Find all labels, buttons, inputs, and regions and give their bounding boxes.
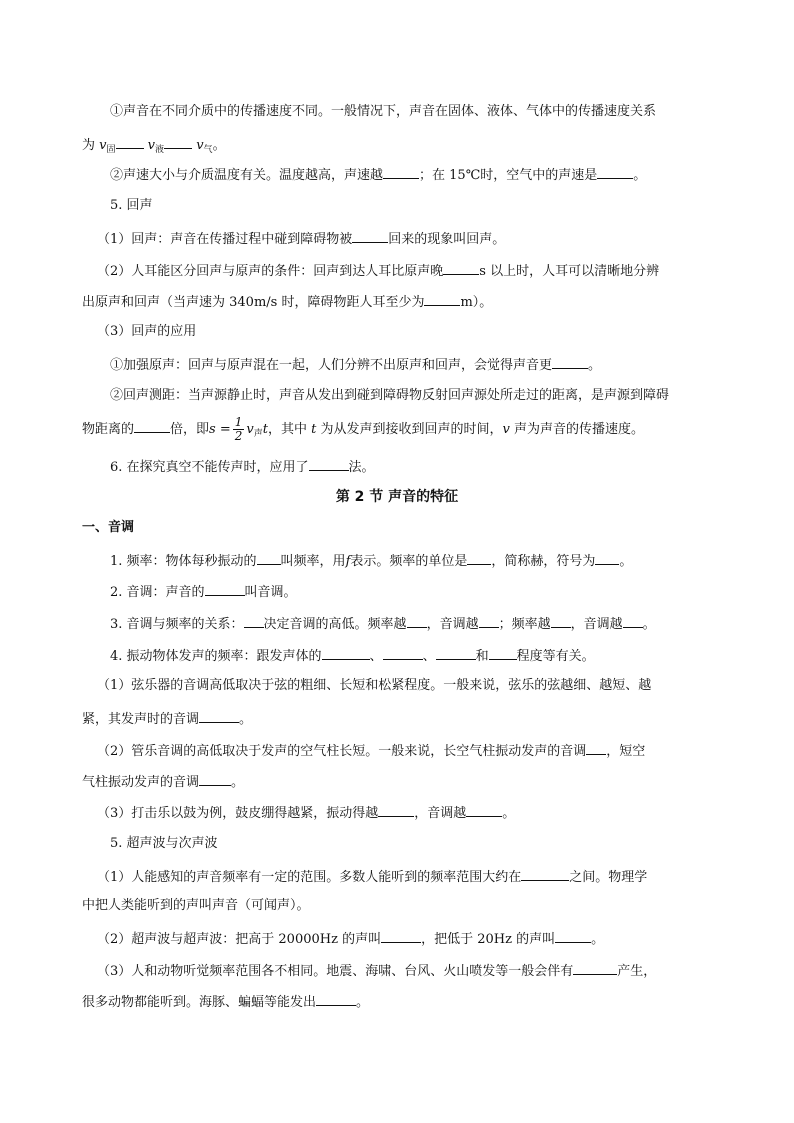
- text: 中把人类能听到的声叫声音（可闻声）。: [82, 898, 310, 913]
- blank[interactable]: [381, 928, 421, 943]
- text: ②声速大小与介质温度有关。温度越高，声速越: [110, 168, 384, 183]
- formula-v-subscript: 声: [253, 429, 263, 439]
- vibration-frequency-line: [110, 645, 740, 667]
- blank[interactable]: [552, 354, 588, 369]
- text: 法。: [348, 460, 375, 475]
- section-title: 第 2 节 声音的特征: [335, 489, 459, 505]
- text: 、: [422, 649, 436, 664]
- text: 为: [82, 138, 96, 153]
- text: 一、音调: [82, 520, 135, 535]
- text: ，把低于 20Hz 的声叫: [421, 932, 556, 947]
- text: （3）人和动物听觉频率范围各不相同。地震、海啸、台风、火山喷发等一般会伴有: [97, 964, 574, 979]
- text: s 以上时，人耳可以清晰地分辨: [479, 264, 660, 279]
- blank[interactable]: [116, 134, 144, 149]
- formula-t: t: [262, 422, 268, 437]
- text: 声为声音的传播速度。: [514, 422, 645, 437]
- blank[interactable]: [521, 866, 569, 881]
- text: 紧，其发声时的音调: [82, 712, 200, 727]
- section-heading-echo: [110, 196, 740, 216]
- text: ，其中: [268, 422, 308, 437]
- blank[interactable]: [205, 581, 245, 596]
- blank[interactable]: [467, 550, 491, 565]
- blank[interactable]: [257, 550, 281, 565]
- echo-condition-line: [97, 260, 727, 282]
- text: （1）弦乐器的音调高低取决于弦的粗细、长短和松紧程度。一般来说，弦乐的弦越细、越短、越: [97, 678, 652, 693]
- pitch-frequency-relation-line: [110, 613, 740, 635]
- hearing-range-line-2: [82, 896, 712, 916]
- wind-instrument-line: [97, 740, 727, 762]
- text: 。: [231, 775, 245, 790]
- blank[interactable]: [378, 802, 414, 817]
- text: 、: [369, 649, 383, 664]
- formula-equals: =: [219, 422, 231, 437]
- velocity-symbol: v: [196, 138, 204, 153]
- text: 叫音调。: [244, 585, 297, 600]
- text: 程度等有关。: [516, 649, 595, 664]
- text: ①加强原声：回声与原声混在一起，人们分辨不出原声和回声，会觉得声音更: [110, 358, 553, 373]
- blank[interactable]: [466, 802, 502, 817]
- text: 。: [356, 995, 370, 1010]
- subscript-solid: 固: [106, 145, 116, 155]
- text: ，音调越: [426, 617, 479, 632]
- echo-enhance-line: [110, 354, 740, 376]
- symbol-v: v: [502, 422, 510, 437]
- text: 产生，: [617, 964, 657, 979]
- blank[interactable]: [244, 613, 264, 628]
- blank[interactable]: [383, 645, 423, 660]
- hearing-range-line: [97, 866, 727, 888]
- text: 3. 音调与频率的关系：: [110, 617, 244, 632]
- blank[interactable]: [407, 613, 427, 628]
- speed-relation-line: [82, 134, 712, 160]
- blank[interactable]: [436, 645, 476, 660]
- blank[interactable]: [595, 550, 619, 565]
- symbol-t: t: [311, 422, 317, 437]
- text: 5. 回声: [110, 198, 153, 213]
- velocity-symbol: v: [99, 138, 107, 153]
- blank[interactable]: [383, 164, 419, 179]
- blank[interactable]: [555, 928, 591, 943]
- text: （2）人耳能区分回声与原声的条件：回声到达人耳比原声晚: [97, 264, 444, 279]
- text: 和: [475, 649, 489, 664]
- blank[interactable]: [551, 613, 571, 628]
- text: 。: [588, 358, 602, 373]
- blank[interactable]: [322, 645, 370, 660]
- ultrasound-heading: [110, 834, 740, 854]
- animal-hearing-line-2: [82, 991, 712, 1013]
- vacuum-experiment-line: [110, 456, 740, 478]
- text: 回来的现象叫回声。: [388, 232, 506, 247]
- echo-ranging-line: [110, 386, 740, 406]
- text: 决定音调的高低。频率越: [263, 617, 407, 632]
- text: （1）人能感知的声音频率有一定的范围。多数人能听到的频率范围大约在: [97, 870, 522, 885]
- text: （3）回声的应用: [97, 324, 197, 339]
- text: ，简称赫，符号为: [491, 554, 596, 569]
- animal-hearing-line: [97, 960, 727, 982]
- formula-s: s: [209, 422, 216, 437]
- text: 。: [633, 168, 647, 183]
- speed-media-line: [110, 102, 740, 122]
- text: ①声音在不同介质中的传播速度不同。一般情况下，声音在固体、液体、气体中的传播速度关系: [110, 104, 657, 119]
- blank[interactable]: [134, 418, 170, 433]
- frequency-line: [110, 550, 740, 572]
- symbol-f: f: [345, 554, 351, 569]
- text: 。: [239, 712, 253, 727]
- subscript-gas: 气: [203, 145, 213, 155]
- text: 物距离的: [82, 422, 135, 437]
- subscript-liquid: 液: [155, 145, 165, 155]
- blank[interactable]: [309, 456, 349, 471]
- blank[interactable]: [199, 708, 239, 723]
- text: ②回声测距：当声源静止时，声音从发出到碰到障碍物反射回声源处所走过的距离，是声源到障碍: [110, 388, 670, 403]
- text: 很多动物都能听到。海豚、蝙蝠等能发出: [82, 995, 317, 1010]
- text: 出原声和回声（当声速为 340m/s 时，障碍物距人耳至少为: [82, 295, 425, 310]
- formula-fraction: [233, 416, 245, 443]
- blank[interactable]: [443, 260, 479, 275]
- blank[interactable]: [573, 960, 617, 975]
- text: m）。: [460, 295, 493, 310]
- wind-instrument-line-2: [82, 771, 712, 793]
- text: ，短空: [606, 744, 646, 759]
- text: 为从发声到接收到回声的时间，: [320, 422, 503, 437]
- blank[interactable]: [164, 134, 192, 149]
- text: （2）管乐音调的高低取决于发声的空气柱长短。一般来说，长空气柱振动发声的音调: [97, 744, 587, 759]
- part-heading-pitch: [82, 518, 712, 538]
- text: 4. 振动物体发声的频率：跟发声体的: [110, 649, 322, 664]
- formula-v: v: [246, 422, 254, 437]
- string-instrument-line: [97, 676, 727, 696]
- blank[interactable]: [316, 991, 356, 1006]
- text: 。: [502, 806, 516, 821]
- echo-formula-line: [82, 416, 712, 444]
- text: 叫频率，用: [280, 554, 346, 569]
- blank[interactable]: [623, 613, 643, 628]
- blank[interactable]: [479, 613, 499, 628]
- blank[interactable]: [424, 291, 460, 306]
- string-instrument-line-2: [82, 708, 712, 730]
- echo-definition-line: [97, 228, 727, 250]
- echo-application-heading: [97, 322, 727, 342]
- text: 。: [619, 554, 633, 569]
- text: 6. 在探究真空不能传声时，应用了: [110, 460, 309, 475]
- text: （1）回声：声音在传播过程中碰到障碍物被: [97, 232, 353, 247]
- blank[interactable]: [199, 771, 231, 786]
- text: 。: [642, 617, 656, 632]
- text: 。: [212, 138, 226, 153]
- text: ；在 15℃时，空气中的声速是: [419, 168, 598, 183]
- blank[interactable]: [586, 740, 606, 755]
- text: 之间。物理学: [569, 870, 648, 885]
- velocity-symbol: v: [147, 138, 156, 153]
- blank[interactable]: [597, 164, 633, 179]
- text: 。: [591, 932, 605, 947]
- text: 1. 频率：物体每秒振动的: [110, 554, 257, 569]
- fraction-numerator: 1: [234, 415, 243, 429]
- text: ，音调越: [414, 806, 467, 821]
- echo-condition-line-2: [82, 291, 712, 313]
- text: ，音调越: [570, 617, 623, 632]
- text: ；频率越: [498, 617, 551, 632]
- text: 2. 音调：声音的: [110, 585, 205, 600]
- text: （3）打击乐以鼓为例，鼓皮绷得越紧，振动得越: [97, 806, 379, 821]
- fraction-denominator: 2: [234, 429, 243, 443]
- percussion-line: [97, 802, 727, 824]
- text: 5. 超声波与次声波: [110, 836, 218, 851]
- speed-temperature-line: [110, 164, 740, 186]
- text: 倍，即: [170, 422, 210, 437]
- text: 表示。频率的单位是: [350, 554, 468, 569]
- blank[interactable]: [489, 645, 517, 660]
- blank[interactable]: [352, 228, 388, 243]
- text: （2）超声波与超声波：把高于 20000Hz 的声叫: [97, 932, 382, 947]
- text: 气柱振动发声的音调: [82, 775, 200, 790]
- ultrasound-definition-line: [97, 928, 727, 950]
- pitch-definition-line: [110, 581, 740, 603]
